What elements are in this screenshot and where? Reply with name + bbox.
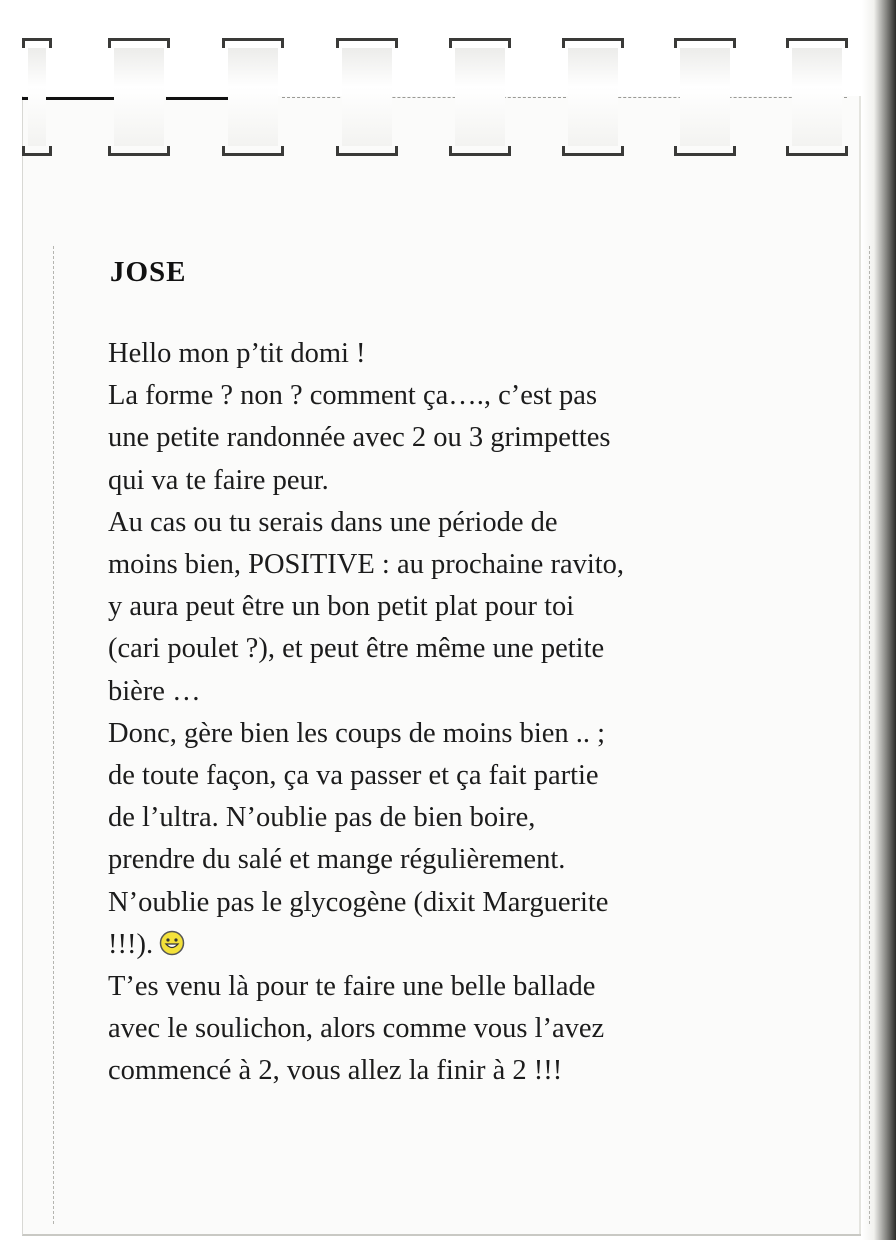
spiral-binding [0, 0, 896, 170]
note-line: prendre du salé et mange régulièrement. [108, 844, 566, 876]
note-line: moins bien, POSITIVE : au prochaine ravito, [108, 549, 625, 581]
page-stack-edge [862, 0, 896, 1240]
page-margin-line-left [53, 246, 54, 1224]
note-line: N’oublie pas le glycogène (dixit Marguerite [108, 886, 609, 918]
note-line: y aura peut être un bon petit plat pour toi [108, 591, 575, 623]
binding-ring [336, 38, 398, 156]
note-line: une petite randonnée avec 2 ou 3 grimpettes [108, 422, 611, 454]
binding-ring [674, 38, 736, 156]
note-line: Donc, gère bien les coups de moins bien .. ; [108, 717, 606, 749]
note-heading: JOSE [110, 256, 187, 288]
smiley-icon [159, 930, 185, 956]
note-line: !!!). [108, 928, 154, 960]
note-line: (cari poulet ?), et peut être même une petite [108, 633, 605, 665]
binding-ring [786, 38, 848, 156]
binding-ring [22, 38, 52, 156]
note-line: qui va te faire peur. [108, 464, 329, 496]
binding-ring [449, 38, 511, 156]
binding-ring [108, 38, 170, 156]
note-line: avec le soulichon, alors comme vous l’avez [108, 1013, 605, 1045]
binding-ring [562, 38, 624, 156]
note-line: T’es venu là pour te faire une belle ballade [108, 971, 596, 1003]
note-line: Au cas ou tu serais dans une période de [108, 506, 558, 538]
note-body [108, 333, 808, 1093]
note-line: commencé à 2, vous allez la finir à 2 !!! [108, 1055, 563, 1087]
note-line: de toute façon, ça va passer et ça fait partie [108, 760, 599, 792]
note-content [108, 256, 808, 1093]
binding-ring [222, 38, 284, 156]
note-line: bière … [108, 675, 201, 707]
binding-line [166, 97, 228, 100]
note-line-with-emoticon [108, 924, 808, 966]
note-line: Hello mon p’tit domi ! [108, 338, 366, 369]
note-line: La forme ? non ? comment ça…., c’est pas [108, 380, 598, 412]
page-margin-line-right [869, 246, 870, 1224]
note-line: de l’ultra. N’oublie pas de bien boire, [108, 802, 536, 834]
